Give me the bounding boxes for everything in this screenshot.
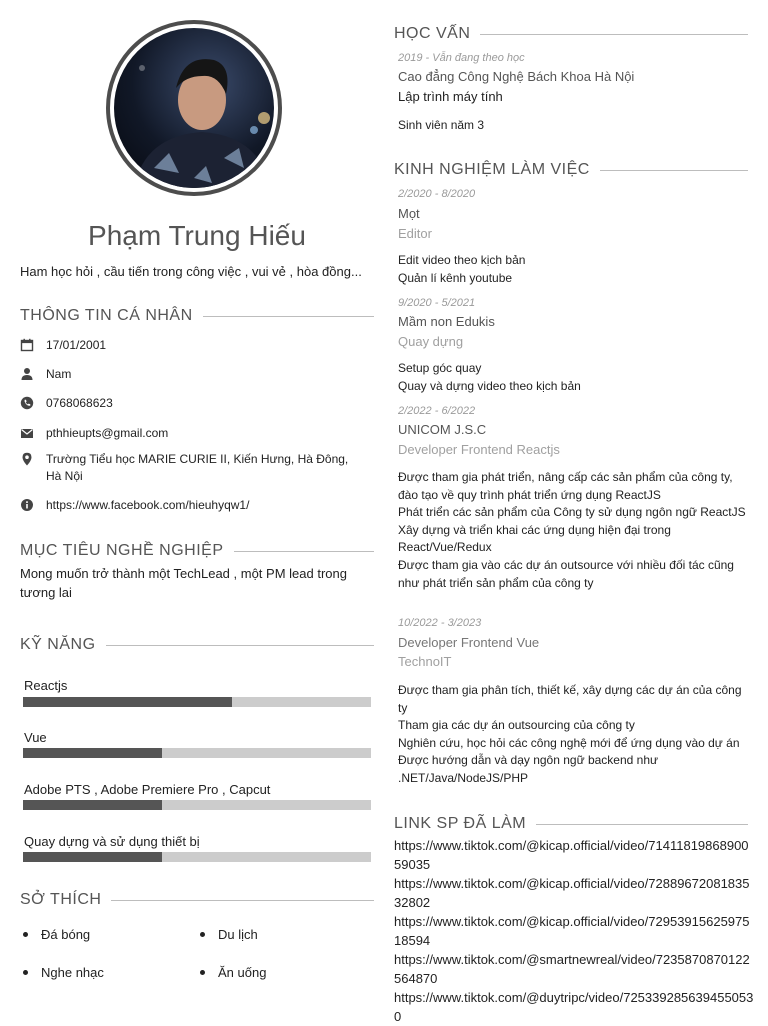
- job-description-line: Được tham gia phân tích, thiết kế, xây dựng các dự án của công ty: [398, 683, 742, 715]
- job-description-line: Được hướng dẫn và dạy ngôn ngữ backend như .NET/Java/NodeJS/PHP: [398, 753, 659, 785]
- job-description-line: Nghiên cứu, học hỏi các công nghệ mới để ứng dụng vào dự án: [398, 735, 740, 750]
- date-start: 2019: [398, 52, 423, 64]
- section-education: [394, 25, 748, 43]
- section-hobbies: [20, 891, 374, 909]
- skill-bar-fill: [23, 748, 162, 758]
- skill-bar-fill: [23, 697, 232, 707]
- email-value[interactable]: pthhieupts@gmail.com: [46, 426, 169, 440]
- date-start: 2/2020: [398, 188, 432, 200]
- divider: [600, 170, 748, 171]
- skill-bar: [23, 748, 371, 758]
- job-company: UNICOM J.S.C: [398, 422, 487, 437]
- full-name: Phạm Trung Hiếu: [88, 220, 306, 251]
- portfolio-link[interactable]: https://www.tiktok.com/@kicap.official/video/7295391562597518594: [394, 914, 750, 948]
- job-company: Mầm non Edukis: [398, 314, 495, 329]
- job-description-line: Được tham gia phát triển, nâng cấp các sản phẩm của công ty, đào tạo về quy trình phát triển ứng dụng ReactJS: [398, 470, 733, 502]
- job-description: [398, 252, 748, 287]
- divider: [106, 645, 374, 646]
- hobby-item: [200, 927, 258, 942]
- job-description-line: Setup góc quay: [398, 361, 482, 375]
- portfolio-link[interactable]: https://www.tiktok.com/@duytripc/video/7253392856394550530: [394, 990, 754, 1024]
- website-link[interactable]: https://www.facebook.com/hieuhyqw1/: [46, 498, 250, 512]
- portfolio-link-list: [394, 836, 754, 1026]
- website-row: [20, 497, 249, 514]
- job-dates: [398, 297, 475, 309]
- hobby-label: Đá bóng: [41, 927, 91, 942]
- phone-row: [20, 395, 113, 412]
- date-start: 9/2020: [398, 297, 432, 309]
- date-separator: -: [440, 617, 445, 629]
- date-start: 2/2022: [398, 405, 432, 417]
- section-title: SỞ THÍCH: [20, 891, 102, 908]
- job-description-line: Phát triển các sản phẩm của Công ty sử dụng ngôn ngữ ReactJS: [398, 505, 746, 520]
- bullet-icon: [200, 970, 205, 975]
- hobby-item: [200, 965, 266, 980]
- job-description-line: Quay và dựng video theo kịch bản: [398, 378, 581, 393]
- job-description-line: Edit video theo kịch bản: [398, 253, 526, 267]
- section-title: HỌC VẤN: [394, 25, 471, 42]
- bullet-icon: [200, 932, 205, 937]
- job-description-line: Được tham gia vào các dự án outsource với nhiều đối tác cũng như phát triển sản phẩm của công ty: [398, 557, 734, 590]
- gender-row: [20, 366, 71, 383]
- job-dates: [398, 405, 475, 417]
- job-description-line: Quản lí kênh youtube: [398, 270, 513, 285]
- section-skills: [20, 636, 374, 654]
- section-title: KỸ NĂNG: [20, 636, 96, 653]
- divider: [536, 824, 748, 825]
- objective-text: Mong muốn trở thành một TechLead , một PM lead trong tương lai: [20, 566, 347, 600]
- section-title: MỤC TIÊU NGHỀ NGHIỆP: [20, 542, 224, 559]
- skill-bar-fill: [23, 852, 162, 862]
- job-description-line: Tham gia các dự án outsourcing của công ty: [398, 718, 635, 733]
- skill-label: Adobe PTS , Adobe Premiere Pro , Capcut: [24, 782, 271, 797]
- job-dates: [398, 617, 481, 629]
- skill-bar: [23, 800, 371, 810]
- job-description: [398, 469, 748, 592]
- date-separator: -: [434, 297, 439, 309]
- date-separator: -: [434, 405, 439, 417]
- bullet-icon: [23, 932, 28, 937]
- bullet-icon: [23, 970, 28, 975]
- job-role: Editor: [398, 226, 432, 241]
- hobby-item: [23, 965, 104, 980]
- email-row: [20, 425, 168, 442]
- divider: [111, 900, 374, 901]
- person-icon: [20, 367, 34, 381]
- divider: [203, 316, 374, 317]
- skill-label: Vue: [24, 730, 47, 745]
- left-column: [0, 0, 384, 1024]
- date-end: 6/2022: [441, 405, 476, 417]
- section-title: LINK SP ĐÃ LÀM: [394, 815, 527, 832]
- section-links: [394, 815, 748, 833]
- hobby-label: Du lịch: [218, 927, 258, 942]
- mail-icon: [20, 426, 34, 440]
- portfolio-link[interactable]: https://www.tiktok.com/@smartnewreal/video/7235870870122564870: [394, 952, 750, 986]
- calendar-icon: [20, 338, 34, 352]
- birthday-row: [20, 337, 106, 354]
- date-end: Vẫn đang theo học: [432, 52, 525, 64]
- date-end: 5/2021: [441, 297, 476, 309]
- section-title: THÔNG TIN CÁ NHÂN: [20, 307, 193, 324]
- avatar: [114, 28, 274, 188]
- section-objective: [20, 542, 374, 560]
- major: Lập trình máy tính: [398, 89, 503, 104]
- date-separator: -: [434, 188, 439, 200]
- phone-value[interactable]: 0768068623: [46, 396, 113, 410]
- section-title: KINH NGHIỆM LÀM VIỆC: [394, 161, 590, 178]
- avatar-frame: [106, 20, 282, 196]
- skill-bar-fill: [23, 800, 162, 810]
- date-start: 10/2022: [398, 617, 438, 629]
- job-description: [398, 360, 748, 395]
- divider: [234, 551, 375, 552]
- date-end: 8/2020: [441, 188, 476, 200]
- gender-value: Nam: [46, 367, 72, 381]
- skill-label: Quay dựng và sử dụng thiết bị: [24, 834, 200, 849]
- portfolio-link[interactable]: https://www.tiktok.com/@kicap.official/video/7288967208183532802: [394, 876, 750, 910]
- skill-bar: [23, 697, 371, 707]
- job-role: Developer Frontend Reactjs: [398, 442, 560, 457]
- job-role: Quay dựng: [398, 334, 464, 349]
- job-company: Mọt: [398, 206, 420, 221]
- info-icon: [20, 498, 34, 512]
- job-dates: [398, 188, 475, 200]
- phone-icon: [20, 396, 34, 410]
- divider: [480, 34, 748, 35]
- education-note: Sinh viên năm 3: [398, 118, 485, 132]
- section-experience: [394, 161, 748, 179]
- skill-bar: [23, 852, 371, 862]
- portfolio-link[interactable]: https://www.tiktok.com/@kicap.official/video/7141181986890059035: [394, 838, 749, 872]
- hobby-item: [23, 927, 90, 942]
- school-name: Cao đẳng Công Nghệ Bách Khoa Hà Nội: [398, 69, 635, 84]
- location-pin-icon: [20, 452, 34, 466]
- date-end: 3/2023: [447, 617, 482, 629]
- education-dates: [398, 52, 525, 64]
- avatar-photo-icon: [114, 28, 274, 188]
- job-description: [398, 682, 748, 788]
- date-separator: -: [425, 52, 430, 64]
- skill-label: Reactjs: [24, 678, 68, 693]
- address-row: [20, 451, 365, 485]
- address-value: Trường Tiểu học MARIE CURIE II, Kiến Hưng, Hà Đông, Hà Nội: [46, 452, 349, 483]
- birthday-value: 17/01/2001: [46, 338, 107, 352]
- job-role: TechnoIT: [398, 654, 452, 669]
- tagline: Ham học hỏi , cầu tiến trong công việc , vui vẻ , hòa đồng...: [20, 264, 362, 279]
- hobby-label: Ăn uống: [218, 965, 267, 980]
- hobby-label: Nghe nhạc: [41, 965, 104, 980]
- job-company: Developer Frontend Vue: [398, 635, 540, 650]
- section-personal-info: [20, 307, 374, 325]
- job-description-line: Xây dựng và triển khai các ứng dụng hiện đại trong React/Vue/Redux: [398, 522, 671, 555]
